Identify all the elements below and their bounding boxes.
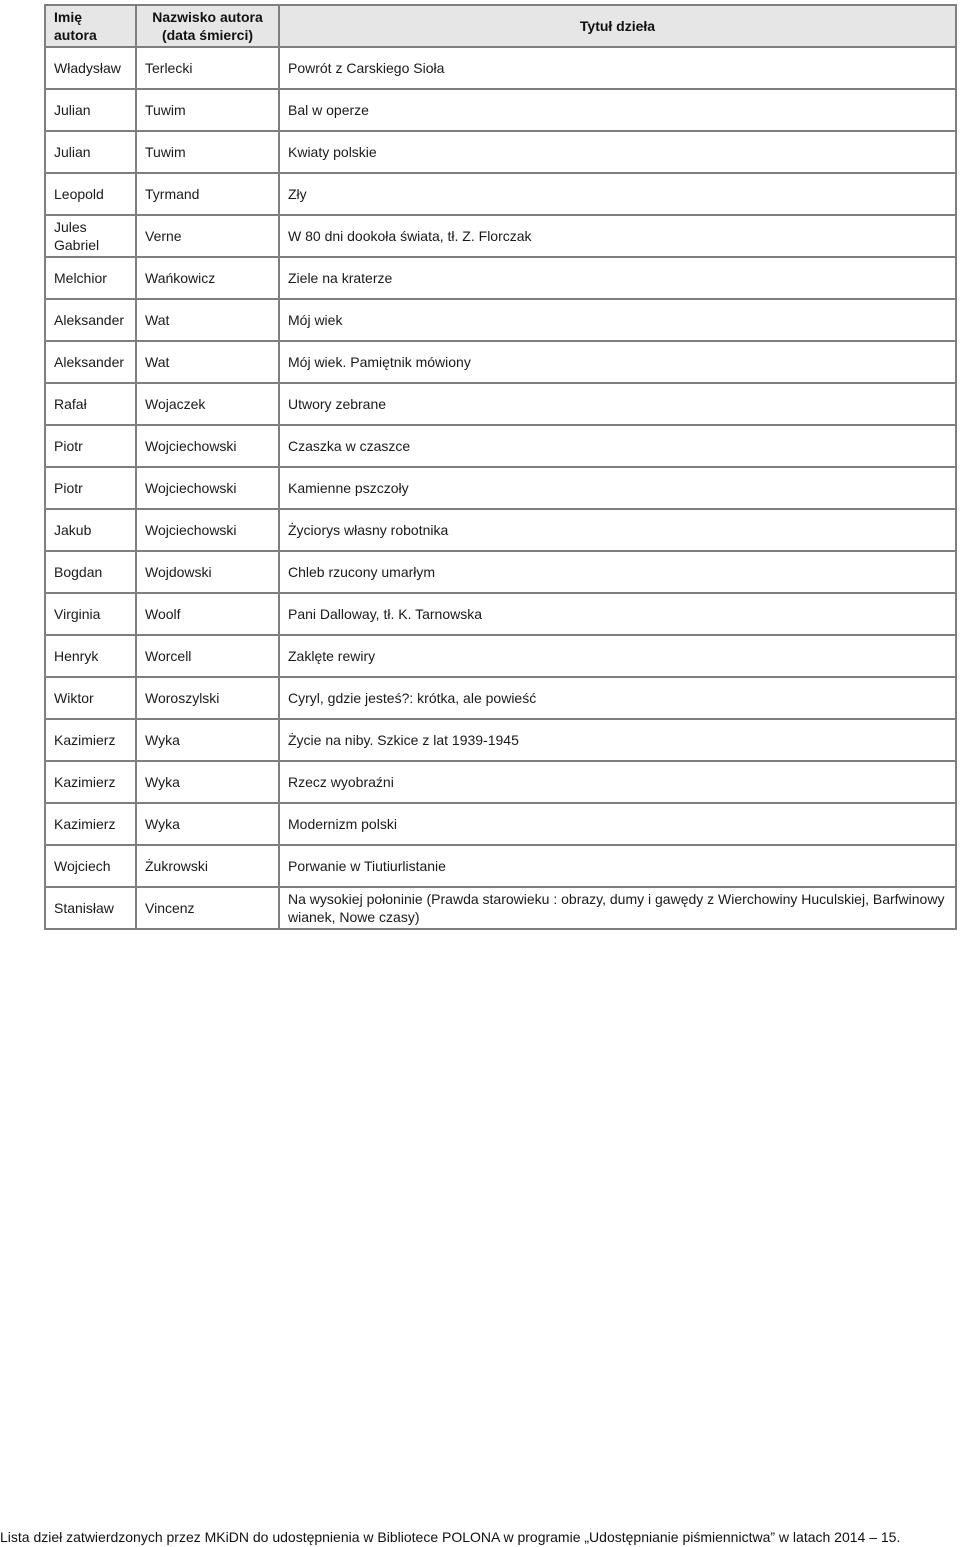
cell-last-name: Żukrowski bbox=[136, 845, 279, 887]
cell-first-name: Julian bbox=[45, 131, 136, 173]
cell-first-name: Piotr bbox=[45, 467, 136, 509]
header-title: Tytuł dzieła bbox=[279, 5, 956, 47]
cell-last-name: Vincenz bbox=[136, 887, 279, 929]
cell-first-name: Henryk bbox=[45, 635, 136, 677]
table-row bbox=[45, 383, 956, 425]
cell-first-name: Julian bbox=[45, 89, 136, 131]
works-table bbox=[44, 4, 957, 930]
cell-first-name: Wojciech bbox=[45, 845, 136, 887]
table-row bbox=[45, 47, 956, 89]
cell-first-name: Aleksander bbox=[45, 299, 136, 341]
table-row bbox=[45, 467, 956, 509]
cell-last-name: Wat bbox=[136, 299, 279, 341]
cell-last-name: Wojdowski bbox=[136, 551, 279, 593]
cell-title: Kwiaty polskie bbox=[279, 131, 956, 173]
table-row bbox=[45, 845, 956, 887]
cell-title: Życiorys własny robotnika bbox=[279, 509, 956, 551]
cell-last-name: Wojciechowski bbox=[136, 467, 279, 509]
cell-title: Bal w operze bbox=[279, 89, 956, 131]
cell-first-name: Bogdan bbox=[45, 551, 136, 593]
cell-title: Zły bbox=[279, 173, 956, 215]
cell-title: Utwory zebrane bbox=[279, 383, 956, 425]
cell-first-name: Rafał bbox=[45, 383, 136, 425]
cell-first-name: Jules Gabriel bbox=[45, 215, 136, 257]
footer-note: Lista dzieł zatwierdzonych przez MKiDN do udostępnienia w Bibliotece POLONA w programie „Udostępnianie piśmiennictwa” w latach 2014 – 15. bbox=[0, 1529, 901, 1545]
table-row bbox=[45, 761, 956, 803]
cell-last-name: Wat bbox=[136, 341, 279, 383]
cell-last-name: Tuwim bbox=[136, 131, 279, 173]
cell-first-name: Aleksander bbox=[45, 341, 136, 383]
cell-title: Porwanie w Tiutiurlistanie bbox=[279, 845, 956, 887]
cell-last-name: Wańkowicz bbox=[136, 257, 279, 299]
cell-first-name: Władysław bbox=[45, 47, 136, 89]
cell-last-name: Worcell bbox=[136, 635, 279, 677]
cell-title: Czaszka w czaszce bbox=[279, 425, 956, 467]
table-row bbox=[45, 425, 956, 467]
cell-last-name: Tuwim bbox=[136, 89, 279, 131]
cell-title: Rzecz wyobraźni bbox=[279, 761, 956, 803]
table-row bbox=[45, 215, 956, 257]
table-row bbox=[45, 509, 956, 551]
table-row bbox=[45, 173, 956, 215]
cell-first-name: Kazimierz bbox=[45, 719, 136, 761]
cell-title: Na wysokiej połoninie (Prawda starowieku : obrazy, dumy i gawędy z Wierchowiny Huculskiej, Barfwinowy wianek, Nowe czasy) bbox=[279, 887, 956, 929]
cell-title: Cyryl, gdzie jesteś?: krótka, ale powieść bbox=[279, 677, 956, 719]
table-row bbox=[45, 677, 956, 719]
cell-first-name: Virginia bbox=[45, 593, 136, 635]
cell-first-name: Kazimierz bbox=[45, 803, 136, 845]
table-row bbox=[45, 131, 956, 173]
cell-title: Zaklęte rewiry bbox=[279, 635, 956, 677]
cell-title: Chleb rzucony umarłym bbox=[279, 551, 956, 593]
header-first-name: Imię autora bbox=[45, 5, 136, 47]
table-row bbox=[45, 803, 956, 845]
cell-title: Modernizm polski bbox=[279, 803, 956, 845]
header-row bbox=[45, 5, 956, 47]
cell-last-name: Woroszylski bbox=[136, 677, 279, 719]
table-row bbox=[45, 551, 956, 593]
table-row bbox=[45, 341, 956, 383]
table-row bbox=[45, 635, 956, 677]
cell-title: Mój wiek. Pamiętnik mówiony bbox=[279, 341, 956, 383]
table-row bbox=[45, 257, 956, 299]
table-body bbox=[45, 47, 956, 929]
cell-last-name: Wojciechowski bbox=[136, 425, 279, 467]
cell-title: W 80 dni dookoła świata, tł. Z. Florczak bbox=[279, 215, 956, 257]
cell-first-name: Jakub bbox=[45, 509, 136, 551]
header-last-name: Nazwisko autora (data śmierci) bbox=[136, 5, 279, 47]
cell-last-name: Wyka bbox=[136, 719, 279, 761]
cell-title: Mój wiek bbox=[279, 299, 956, 341]
cell-first-name: Piotr bbox=[45, 425, 136, 467]
table-row bbox=[45, 719, 956, 761]
table-row bbox=[45, 887, 956, 929]
cell-last-name: Wojciechowski bbox=[136, 509, 279, 551]
cell-first-name: Stanisław bbox=[45, 887, 136, 929]
cell-title: Kamienne pszczoły bbox=[279, 467, 956, 509]
cell-title: Pani Dalloway, tł. K. Tarnowska bbox=[279, 593, 956, 635]
cell-first-name: Leopold bbox=[45, 173, 136, 215]
cell-first-name: Wiktor bbox=[45, 677, 136, 719]
cell-last-name: Wojaczek bbox=[136, 383, 279, 425]
table-row bbox=[45, 593, 956, 635]
cell-first-name: Kazimierz bbox=[45, 761, 136, 803]
cell-last-name: Woolf bbox=[136, 593, 279, 635]
cell-title: Życie na niby. Szkice z lat 1939-1945 bbox=[279, 719, 956, 761]
table-row bbox=[45, 299, 956, 341]
cell-title: Ziele na kraterze bbox=[279, 257, 956, 299]
cell-last-name: Verne bbox=[136, 215, 279, 257]
cell-first-name: Melchior bbox=[45, 257, 136, 299]
cell-last-name: Wyka bbox=[136, 761, 279, 803]
cell-last-name: Terlecki bbox=[136, 47, 279, 89]
table-row bbox=[45, 89, 956, 131]
cell-last-name: Wyka bbox=[136, 803, 279, 845]
cell-last-name: Tyrmand bbox=[136, 173, 279, 215]
cell-title: Powrót z Carskiego Sioła bbox=[279, 47, 956, 89]
